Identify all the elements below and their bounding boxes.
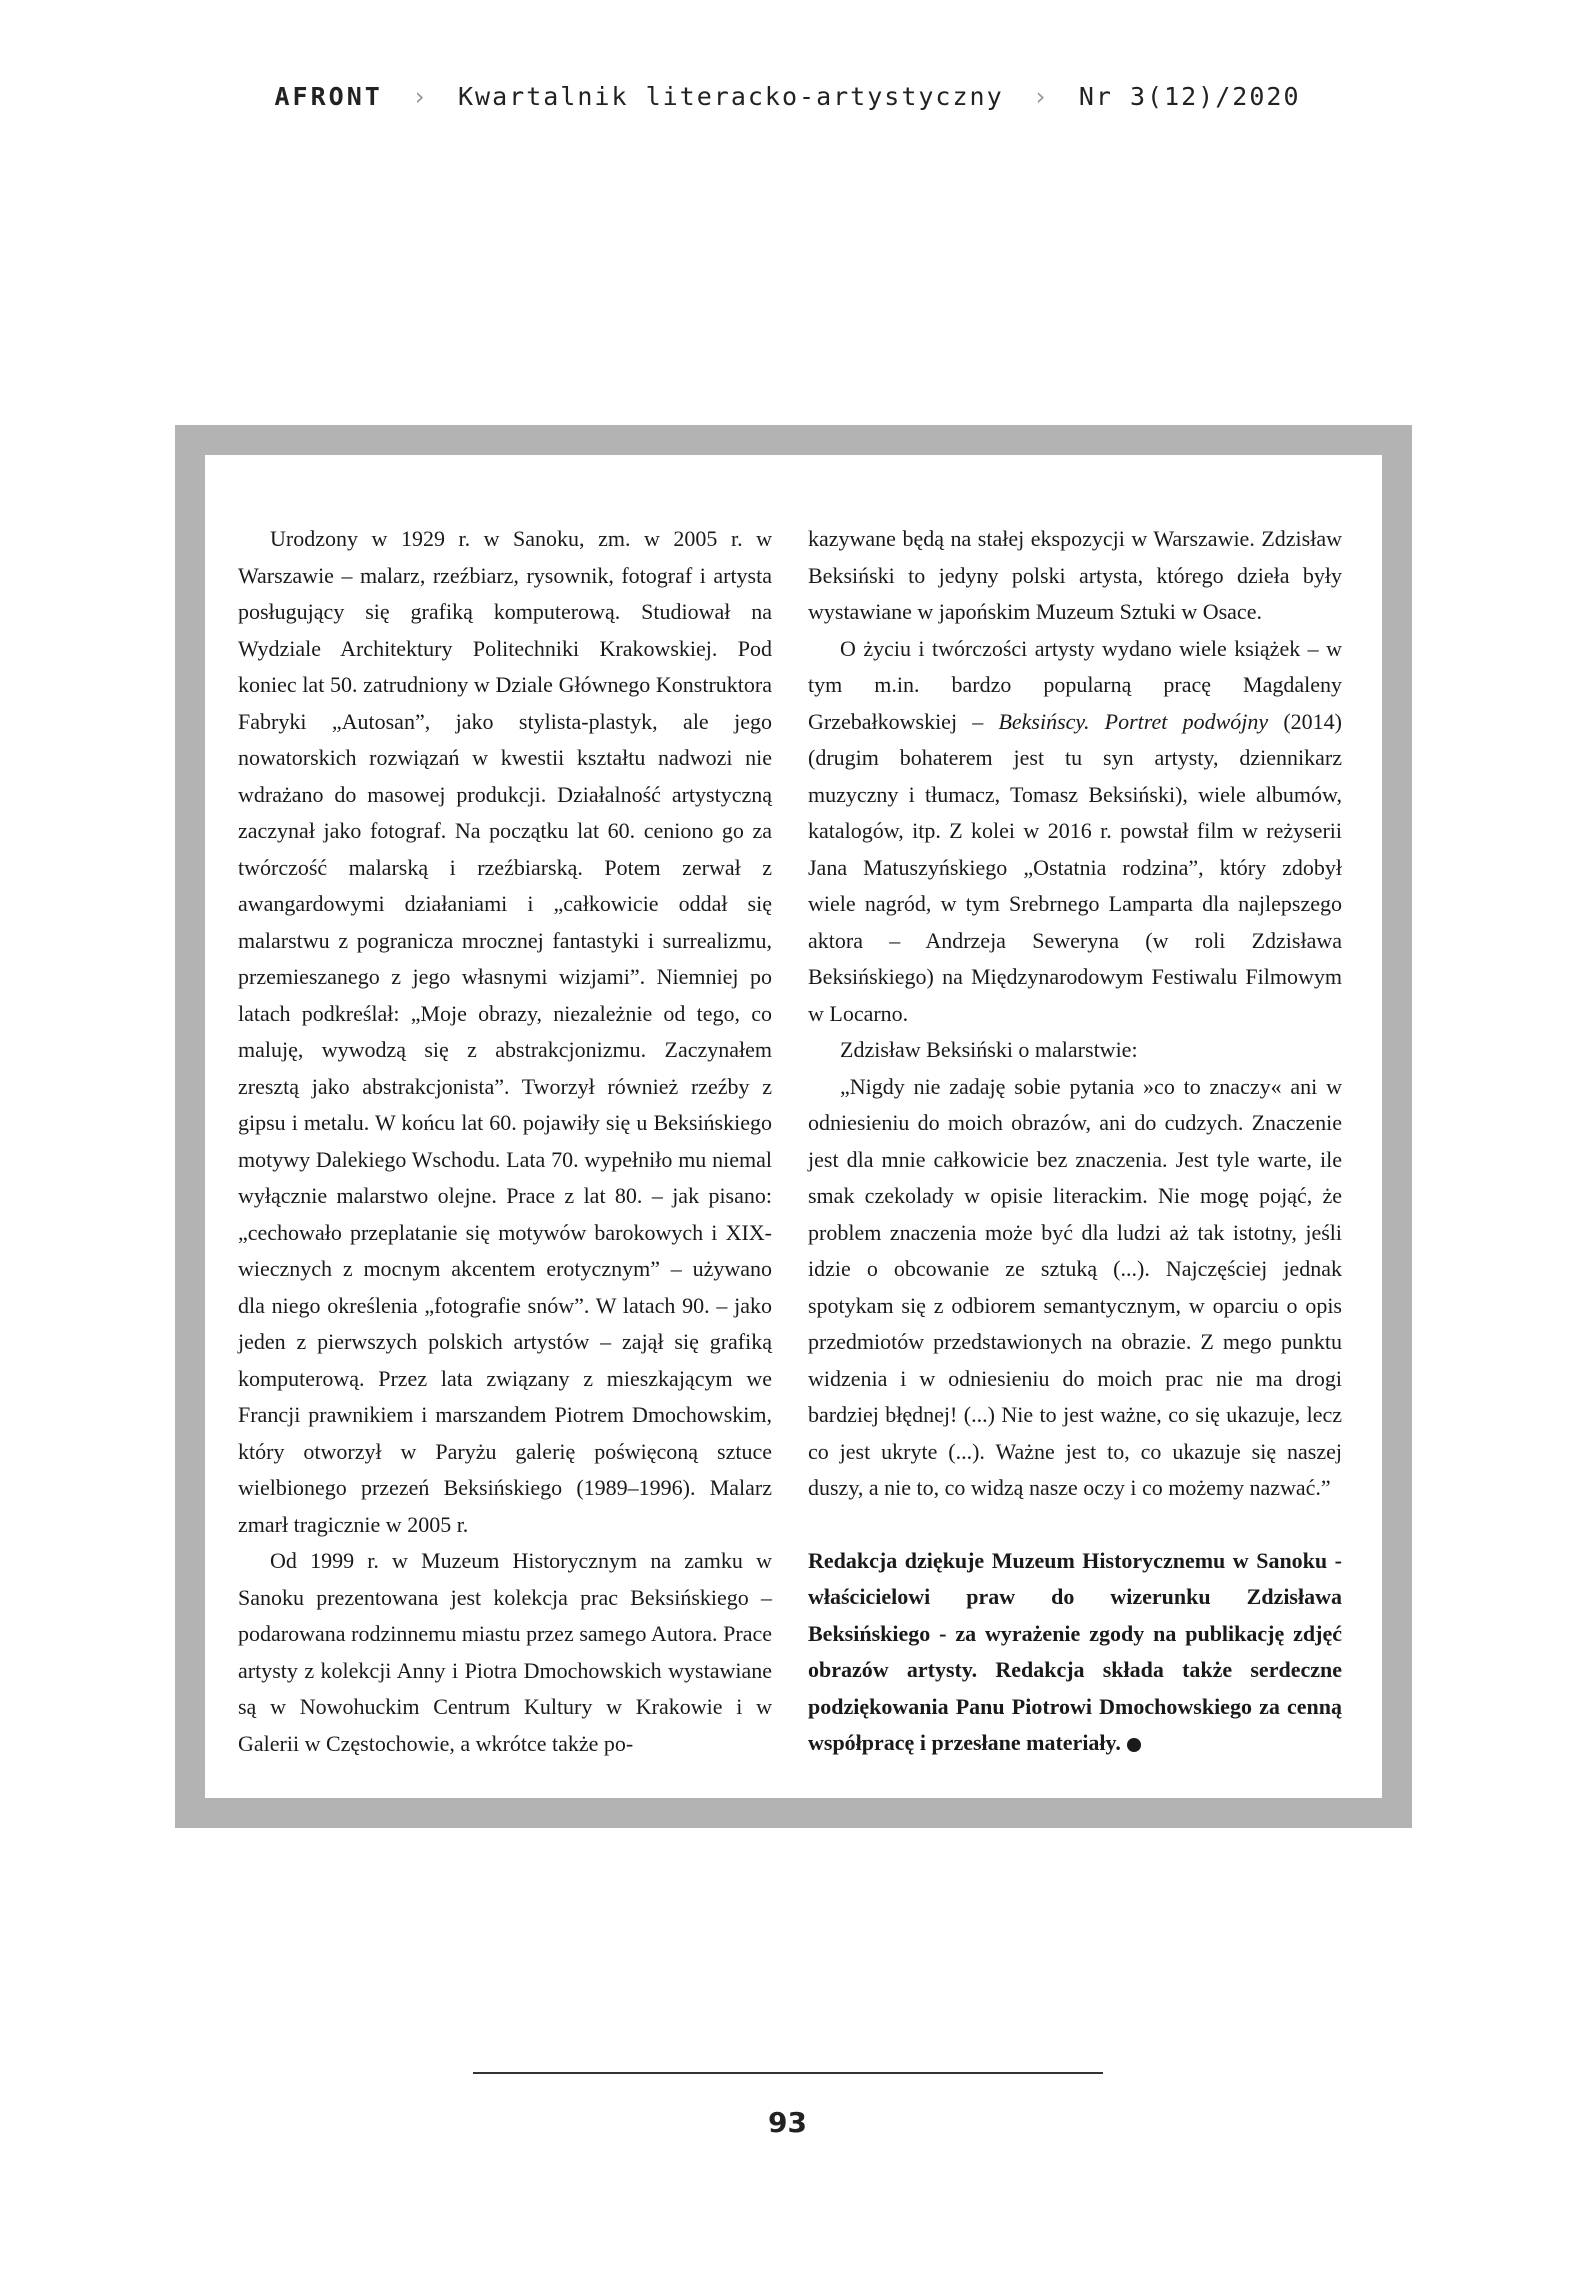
header-separator: ›: [1032, 82, 1050, 111]
issue-number: Nr 3(12)/2020: [1078, 82, 1301, 111]
header-separator: ›: [411, 82, 429, 111]
gray-frame: [175, 425, 1412, 1828]
end-mark-icon: [1127, 1738, 1141, 1752]
left-column: [238, 521, 772, 1762]
quote-paragraph: „Nigdy nie zadaję sobie pytania »co to znaczy« ani w odniesieniu do moich obrazów, ani do cudzych. Znaczenie jest dla mnie całkowicie bez znaczenia. Jest tyle warte, ile smak czekolady w opisie literackim. Nie mogę pojąć, że problem znaczenia może być dla ludzi aż tak istotny, jeśli idzie o obcowanie ze sztuką (...). Najczęściej jednak spotykam się z odbiorem semantycznym, w oparciu o opis przedmiotów przedstawionych na obrazie. Z mego punktu widzenia i w odniesieniu do moich prac nie ma drogi bardziej błędnej! (...) Nie to jest ważne, co się ukazuje, lecz co jest ukryte (...). Ważne jest to, co ukazuje się naszej duszy, a nie to, co widzą nasze oczy i co możemy nazwać.”: [808, 1073, 1342, 1500]
right-column: [808, 521, 1342, 1762]
magazine-brand: AFRONT: [274, 82, 383, 111]
magazine-subtitle: Kwartalnik literacko-artystyczny: [458, 82, 1004, 111]
text-run: O życiu i twórczości artysty wydano wiele książek – w tym m.in. bardzo popularną pracę Magdaleny Grzebałkowskiej –: [808, 635, 1342, 734]
paragraph: Zdzisław Beksiński o malarstwie:: [840, 1037, 1138, 1062]
page-number: 93: [768, 2106, 807, 2139]
text-box: [205, 455, 1382, 1798]
paragraph: kazywane będą na stałej ekspozycji w Warszawie. Zdzisław Beksiński to jedyny polski artysta, którego dzieła były wystawiane w japońskim Muzeum Sztuki w Osace.: [808, 526, 1342, 624]
paragraph: [808, 631, 1342, 1033]
text-run: (2014) (drugim bohaterem jest tu syn artysty, dziennikarz muzyczny i tłumacz, Tomasz Beksiński), wiele albumów, katalogów, itp. Z kolei w 2016 r. powstał film w reżyserii Jana Matuszyńskiego „Ostatnia rodzina”, który zdobył wiele nagród, w tym Srebrnego Lamparta dla najlepszego aktora – Andrzeja Seweryna (w roli Zdzisława Beksińskiego) na Międzynarodowym Festiwalu Filmowym w Locarno.: [808, 708, 1343, 1026]
paragraph: Od 1999 r. w Muzeum Historycznym na zamku w Sanoku prezentowana jest kolekcja prac Beksińskiego – podarowana rodzinnemu miastu przez samego Autora. Prace artysty z kolekcji Anny i Piotra Dmochowskich wystawiane są w Nowohuckim Centrum Kultury w Krakowie i w Galerii w Częstochowie, a wkrótce także po-: [238, 1548, 772, 1756]
paragraph: Urodzony w 1929 r. w Sanoku, zm. w 2005 r. w Warszawie – malarz, rzeźbiarz, rysownik, fotograf i artysta posługujący się grafiką komputerową. Studiował na Wydziale Architektury Politechniki Krakowskiej. Pod koniec lat 50. zatrudniony w Dziale Głównego Konstruktora Fabryki „Autosan”, jako stylista-plastyk, ale jego nowatorskich rozwiązań w kwestii kształtu nadwozi nie wdrażano do masowej produkcji. Działalność artystyczną zaczynał jako fotograf. Na początku lat 60. ceniono go za twórczość malarską i rzeźbiarską. Potem zerwał z awangardowymi działaniami i „całkowicie oddał się malarstwu z pogranicza mrocznej fantastyki i surrealizmu, przemieszanego z jego własnymi wizjami”. Niemniej po latach podkreślał: „Moje obrazy, niezależnie od tego, co maluję, wywodzą się z abstrakcjonizmu. Zaczynałem zresztą jako abstrakcjonista”. Tworzył również rzeźby z gipsu i metalu. W końcu lat 60. pojawiły się u Beksińskiego motywy Dalekiego Wschodu. Lata 70. wypełniło mu niemal wyłącznie malarstwo olejne. Prace z lat 80. – jak pisano: „cechowało przeplatanie się motywów barokowych i XIX-wiecznych z mocnym akcentem erotycznym” – używano dla niego określenia „fotografie snów”. W latach 90. – jako jeden z pierwszych polskich artystów – zajął się grafiką komputerową. Przez lata związany z mieszkającym we Francji prawnikiem i marszandem Piotrem Dmochowskim, który otworzył w Paryżu galerię poświęconą sztuce wielbionego przezeń Beksińskiego (1989–1996). Malarz zmarł tragicznie w 2005 r.: [238, 526, 772, 1537]
book-title: Beksińscy. Portret podwójny: [998, 708, 1269, 734]
footer-divider: [473, 2072, 1103, 2074]
acknowledgment-text: Redakcja dziękuje Muzeum Historycznemu w Sanoku - właścicielowi praw do wizerunku Zdzisława Beksińskiego - za wyrażenie zgody na publikację zdjęć obrazów artysty. Redakcja składa także serdeczne podziękowania Panu Piotrowi Dmochowskiego za cenną współpracę i przesłane materiały.: [808, 1547, 1342, 1755]
acknowledgment: [808, 1543, 1342, 1762]
running-header: [0, 82, 1575, 111]
